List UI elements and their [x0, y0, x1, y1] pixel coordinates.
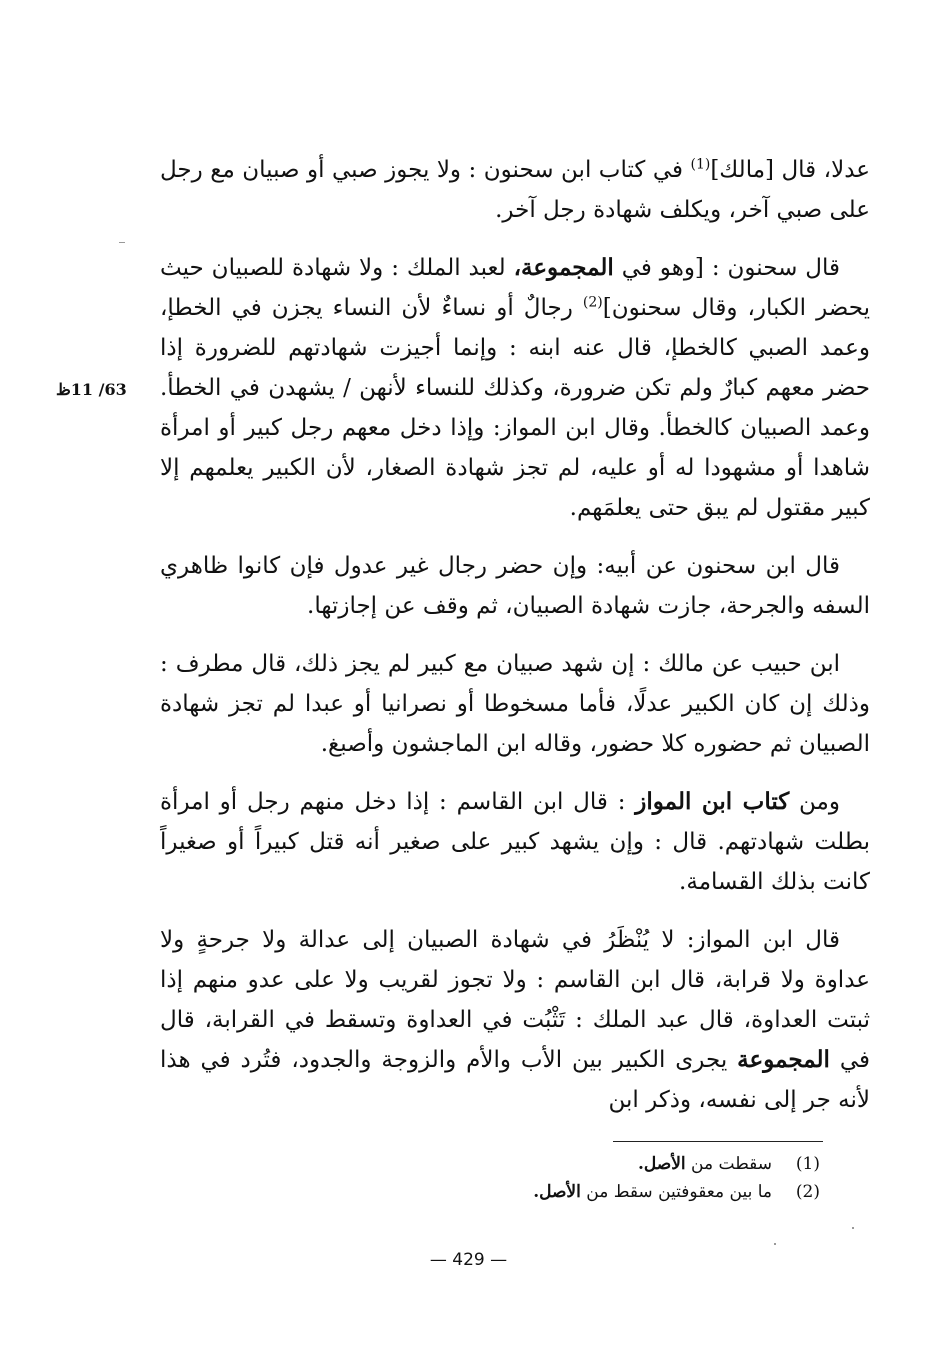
footnote-1-bold: الأصل. — [638, 1154, 686, 1174]
paragraph-6-bold: المجموعة — [737, 1046, 830, 1073]
paragraph-2-text-b: لعبد الملك : ولا شهادة للصبيان حيث يحضر الكبار، وقال سحنون] — [160, 255, 870, 321]
footnote-2-bold: الأصل. — [533, 1182, 581, 1202]
paragraph-2-bold: المجموعة، — [513, 254, 614, 281]
paragraph-2 — [160, 248, 870, 528]
paragraph-3: قال ابن سحنون عن أبيه: وإن حضر رجال غير عدول فإن كانوا ظاهري السفه والجرحة، جازت شهادة الصبيان، ثم وقف عن إجازتها. — [160, 553, 870, 619]
footnote-1-number: (1) — [795, 1154, 820, 1174]
paragraph-5-text-a: ومن — [789, 789, 840, 815]
footnotes — [420, 1150, 820, 1206]
paragraph-6 — [160, 920, 870, 1120]
footnote-2 — [420, 1178, 820, 1206]
footnote-1-text: سقطت من — [685, 1154, 772, 1174]
footnote-2-number: (2) — [795, 1182, 820, 1202]
paragraph-1-text-b: في كتاب ابن سحنون : ولا يجوز صبي أو صبيان مع رجل على صبي آخر، ويكلف شهادة رجل آخر. — [160, 157, 870, 223]
footnote-1 — [420, 1150, 820, 1178]
footnote-ref-1: (1) — [690, 156, 711, 173]
paragraph-6-text-a: قال ابن المواز: لا يُنْظَرُ في شهادة الصبيان إلى عدالة ولا جرحةٍ ولا عداوة ولا قرابة، قال ابن القاسم : ولا تجوز لقريب ولا على عدو منهم إذا ثبتت العداوة، قال عبد الملك : تَثْبُت في العداوة وتسقط في القرابة، قال في — [160, 927, 870, 1073]
paragraph-5-text-b: : قال ابن القاسم : إذا دخل منهم رجل أو امرأة بطلت شهادتهم. قال : وإن يشهد كبير على صغير أنه قتل كبيراً أو صغيراً كانت بذلك القسامة. — [160, 789, 870, 895]
paragraph-1 — [160, 150, 870, 230]
paragraph-2-text-c: رجالٌ أو نساءٌ لأن النساء يجزن في الخطإ، وعمد الصبي كالخطإ، قال عنه ابنه : وإنما أجيزت شهادتهم للضرورة إذا حضر معهم كبارٌ ولم تكن ضرورة، وكذلك للنساء لأنهن / يشهدن في الخطأ. وعمد الصبيان كالخطأ. وقال ابن المواز: وإذا دخل معهم رجل كبير أو امرأة شاهدا أو مشهودا له أو عليه، لم تجز شهادة الصغار، لأن الكبير يعلمهم إلا كبير مقتول لم يبق حتى يعلمَهم. — [160, 295, 870, 521]
footnote-ref-2: (2) — [582, 294, 603, 311]
paragraph-2-text-a: قال سحنون : [وهو في — [613, 255, 840, 281]
paragraph-4: ابن حبيب عن مالك : إن شهد صبيان مع كبير لم يجز ذلك، قال مطرف : وذلك إن كان الكبير عدلًا، فأما مسخوطا أو نصرانيا أو عبدا لم تجز شهادة الصبيان ثم حضوره كلا حضور، وقاله ابن الماجشون وأصبغ. — [160, 651, 870, 757]
footnote-2-text: ما بين معقوفتين سقط من — [580, 1182, 772, 1202]
main-text — [160, 150, 870, 1138]
paragraph-5 — [160, 782, 870, 902]
manuscript-folio-reference: 63/ 11ظ — [56, 380, 127, 399]
scan-speck — [852, 1227, 854, 1229]
paragraph-1-text-a: عدلا، قال [مالك] — [710, 157, 870, 183]
page-number: — 429 — — [429, 1250, 508, 1270]
scan-speck — [119, 242, 125, 243]
paragraph-6-text-b: يجرى الكبير بين الأب والأم والزوجة والجدود، فتُرد في هذا لأنه جر إلى نفسه، وذكر ابن — [160, 1047, 870, 1113]
footnote-divider — [613, 1141, 823, 1142]
paragraph-5-bold: كتاب ابن المواز — [635, 788, 790, 815]
scan-speck — [774, 1243, 776, 1245]
